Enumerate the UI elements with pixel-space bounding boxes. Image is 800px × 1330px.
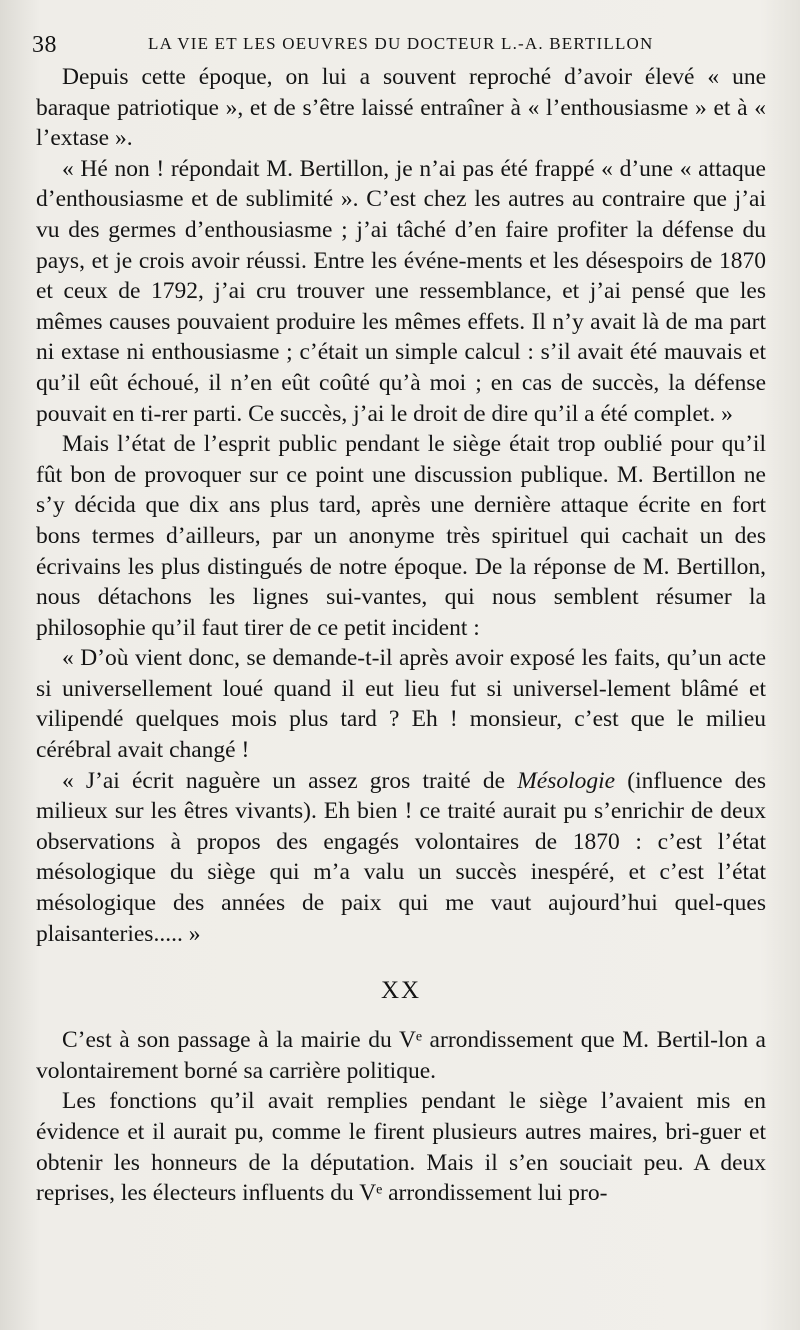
mesologie-italic-title: Mésologie xyxy=(517,767,616,794)
paragraph-public-spirit: Mais l’état de l’esprit public pendant le siège était trop oublié pour qu’il fût bon de provoquer sur ce point une discussion publique. M. Bertillon ne s’y décida que dix ans plus tard, après une dernière attaque écrite en fort bons termes d’ailleurs, par un anonyme très spirituel qui cachait un des écrivains les plus distingués de notre époque. De la réponse de M. Bertillon, nous détachons les lignes sui-vantes, qui nous semblent résumer la philosophie qu’il faut tirer de ce petit incident : xyxy=(36,431,766,641)
mesologie-text-before: « J’ai écrit naguère un assez gros traité de xyxy=(62,767,518,794)
page-header xyxy=(32,28,772,58)
running-title: LA VIE ET LES OEUVRES DU DOCTEUR L.-A. BERTILLON xyxy=(148,34,654,53)
paragraph-fonctions: Les fonctions qu’il avait remplies pendant le siège l’avaient mis en évidence et il aurait pu, comme le firent plusieurs autres maires, bri-guer et obtenir les honneurs de la députation. Mais il s’en souciait peu. A deux reprises, les électeurs influents du Vᵉ arrondissement lui pro- xyxy=(36,1088,766,1207)
page-body xyxy=(36,62,766,1209)
paragraph-quote-question: « D’où vient donc, se demande-t-il après avoir exposé les faits, qu’un acte si universellement loué quand il eut lieu fut si universel-lement blâmé et vilipendé quelques mois plus tard ? Eh ! monsieur, c’est que le milieu cérébral avait changé ! xyxy=(36,645,766,764)
paragraph-reproach: Depuis cette époque, on lui a souvent reproché d’avoir élevé « une baraque patriotique », et de s’être laissé entraîner à « l’enthousiasme » et à « l’extase ». xyxy=(36,64,766,152)
section-heading: XX xyxy=(380,977,422,1005)
mesologie-text-after: (influence des milieux sur les êtres vivants). Eh bien ! ce traité aurait pu s’enrichir de deux observations à propos des engagés volontaires de 1870 : c’est l’état mésologique du siège qui m’a valu un succès inespéré, et c’est l’état mésologique des années de paix qui me vaut aujourd’hui quel-ques plaisanteries..... » xyxy=(36,767,766,947)
paragraph-reply: « Hé non ! répondait M. Bertillon, je n’ai pas été frappé « d’une « attaque d’enthousiasme et de sublimité ». C’est chez les autres au contraire que j’ai vu des germes d’enthousiasme ; j’ai tâché d’en faire profiter la défense du pays, et je crois avoir réussi. Entre les événe-ments et les désespoirs de 1870 et ceux de 1792, j’ai cru trouver une ressemblance, et j’ai pensé que les mêmes causes pouvaient produire les mêmes effets. Il n’y avait là de ma part ni extase ni enthousiasme ; c’était un simple calcul : s’il avait été mauvais et qu’il eût échoué, il n’en eût coûté qu’à moi ; en cas de succès, la défense pouvait en ti-rer parti. Ce succès, j’ai le droit de dire qu’il a été complet. » xyxy=(36,155,766,427)
paragraph-quote-mesologie xyxy=(36,766,766,950)
page-number: 38 xyxy=(32,32,57,58)
paragraph-mairie: C’est à son passage à la mairie du Vᵉ arrondissement que M. Bertil-lon a volontairement borné sa carrière politique. xyxy=(36,1027,766,1084)
